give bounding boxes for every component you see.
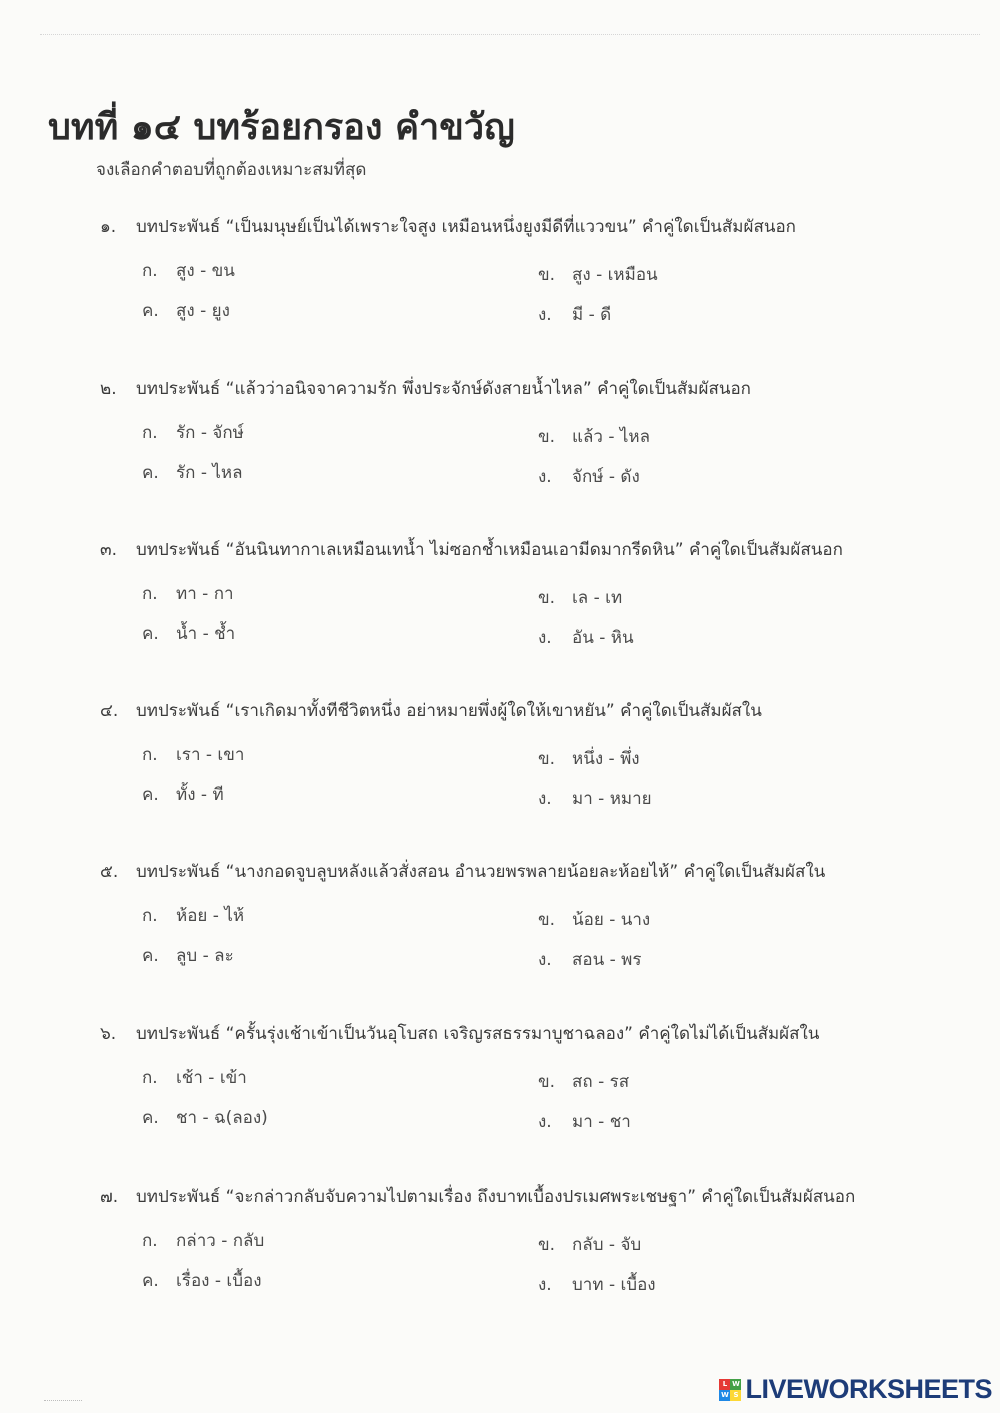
option-label: ก. bbox=[142, 261, 158, 281]
question-2 bbox=[0, 375, 1000, 515]
option-a[interactable] bbox=[142, 1227, 264, 1254]
option-text: แล้ว - ไหล bbox=[572, 427, 651, 447]
option-text: มา - ชา bbox=[572, 1112, 631, 1132]
option-label: ข. bbox=[538, 1235, 556, 1255]
badge-cell: S bbox=[730, 1390, 741, 1401]
question-1 bbox=[0, 213, 1000, 353]
question-text: บทประพันธ์ “จะกล่าวกลับจับความไปตามเรื่อง ถึงบาทเบื้องปรเมศพระเชษฐา” คำคู่ใดเป็นสัมผัสนอก bbox=[136, 1187, 856, 1207]
option-label: ค. bbox=[142, 785, 159, 805]
option-label: ข. bbox=[538, 265, 556, 285]
scan-corner-mark bbox=[44, 1400, 82, 1407]
option-label: ง. bbox=[538, 789, 552, 809]
option-label: ข. bbox=[538, 427, 556, 447]
option-text: จักษ์ - ดัง bbox=[572, 467, 640, 487]
badge-cell: W bbox=[721, 1390, 729, 1399]
option-text: รัก - ไหล bbox=[176, 463, 243, 483]
option-text: เรื่อง - เบื้อง bbox=[176, 1271, 262, 1291]
option-label: ง. bbox=[538, 1275, 552, 1295]
option-label: ข. bbox=[538, 910, 556, 930]
option-text: ห้อย - ไห้ bbox=[176, 906, 245, 926]
option-label: ค. bbox=[142, 1108, 159, 1128]
option-a[interactable] bbox=[142, 902, 244, 929]
option-c[interactable] bbox=[142, 781, 224, 808]
liveworksheets-wordmark: LIVEWORKSHEETS bbox=[745, 1374, 992, 1404]
option-d[interactable] bbox=[538, 463, 640, 490]
option-c[interactable] bbox=[142, 297, 230, 324]
option-label: ข. bbox=[538, 1072, 556, 1092]
option-b[interactable] bbox=[538, 261, 658, 288]
option-text: ชา - ฉ(ลอง) bbox=[176, 1108, 268, 1128]
option-label: ก. bbox=[142, 584, 158, 604]
option-label: ก. bbox=[142, 423, 158, 443]
badge-cell: L bbox=[719, 1379, 730, 1390]
option-text: มี - ดี bbox=[572, 305, 612, 325]
option-b[interactable] bbox=[538, 1231, 641, 1258]
option-b[interactable] bbox=[538, 745, 640, 772]
option-c[interactable] bbox=[142, 620, 235, 647]
option-a[interactable] bbox=[142, 580, 234, 607]
question-number: ๖. bbox=[100, 1024, 117, 1044]
option-d[interactable] bbox=[538, 785, 652, 812]
option-d[interactable] bbox=[538, 624, 634, 651]
question-5 bbox=[0, 858, 1000, 998]
option-text: น้อย - นาง bbox=[572, 910, 651, 930]
option-d[interactable] bbox=[538, 946, 642, 973]
question-number: ๔. bbox=[100, 701, 119, 721]
option-b[interactable] bbox=[538, 584, 622, 611]
page-title: บทที่ ๑๔ บทร้อยกรอง คำขวัญ bbox=[48, 107, 515, 148]
question-text: บทประพันธ์ “ครั้นรุ่งเช้าเข้าเป็นวันอุโบสถ เจริญรสธรรมาบูชาฉลอง” คำคู่ใดไม่ได้เป็นสัมผัสใน bbox=[136, 1024, 820, 1044]
option-text: ทั้ง - ที bbox=[176, 785, 224, 805]
option-d[interactable] bbox=[538, 301, 611, 328]
question-number: ๗. bbox=[100, 1187, 119, 1207]
option-b[interactable] bbox=[538, 1068, 629, 1095]
option-text: อัน - หิน bbox=[572, 628, 634, 648]
option-label: ข. bbox=[538, 588, 556, 608]
scan-edge-line bbox=[40, 34, 980, 41]
option-label: ข. bbox=[538, 749, 556, 769]
option-b[interactable] bbox=[538, 423, 650, 450]
option-text: บาท - เบื้อง bbox=[572, 1275, 656, 1295]
option-b[interactable] bbox=[538, 906, 650, 933]
option-label: ค. bbox=[142, 1271, 159, 1291]
question-number: ๒. bbox=[100, 379, 117, 399]
option-label: ง. bbox=[538, 628, 552, 648]
option-a[interactable] bbox=[142, 741, 244, 768]
option-label: ค. bbox=[142, 463, 159, 483]
option-text: เรา - เขา bbox=[176, 745, 245, 765]
question-number: ๓. bbox=[100, 540, 118, 560]
option-c[interactable] bbox=[142, 942, 234, 969]
question-text: บทประพันธ์ “อันนินทากาเลเหมือนเทน้ำ ไม่ซอกช้ำเหมือนเอามีดมากรีดหิน” คำคู่ใดเป็นสัมผัสนอก bbox=[136, 540, 843, 560]
option-label: ค. bbox=[142, 301, 159, 321]
question-number: ๕. bbox=[100, 862, 119, 882]
option-label: ก. bbox=[142, 1068, 158, 1088]
option-c[interactable] bbox=[142, 459, 243, 486]
option-label: ง. bbox=[538, 305, 552, 325]
question-number: ๑. bbox=[100, 217, 117, 237]
option-a[interactable] bbox=[142, 419, 244, 446]
option-text: สูง - เหมือน bbox=[572, 265, 658, 285]
option-label: ค. bbox=[142, 946, 159, 966]
option-d[interactable] bbox=[538, 1271, 656, 1298]
option-text: สูง - ยูง bbox=[176, 301, 230, 321]
option-text: สอน - พร bbox=[572, 950, 642, 970]
option-text: สถ - รส bbox=[572, 1072, 630, 1092]
option-label: ง. bbox=[538, 1112, 552, 1132]
question-7 bbox=[0, 1183, 1000, 1323]
option-d[interactable] bbox=[538, 1108, 631, 1135]
option-label: ก. bbox=[142, 745, 158, 765]
option-text: กลับ - จับ bbox=[572, 1235, 642, 1255]
question-text: บทประพันธ์ “แล้วว่าอนิจจาความรัก พึ่งประจักษ์ดังสายน้ำไหล” คำคู่ใดเป็นสัมผัสนอก bbox=[136, 379, 751, 399]
option-a[interactable] bbox=[142, 1064, 247, 1091]
option-text: รัก - จักษ์ bbox=[176, 423, 244, 443]
liveworksheets-badge-icon bbox=[719, 1379, 741, 1401]
question-4 bbox=[0, 697, 1000, 837]
option-a[interactable] bbox=[142, 257, 235, 284]
question-text: บทประพันธ์ “เป็นมนุษย์เป็นได้เพราะใจสูง เหมือนหนึ่งยูงมีดีที่แววขน” คำคู่ใดเป็นสัมผัสนอก bbox=[136, 217, 796, 237]
option-c[interactable] bbox=[142, 1267, 262, 1294]
option-text: หนึ่ง - พึ่ง bbox=[572, 749, 640, 769]
liveworksheets-logo bbox=[719, 1374, 992, 1405]
option-text: น้ำ - ช้ำ bbox=[176, 624, 236, 644]
question-6 bbox=[0, 1020, 1000, 1160]
option-label: ก. bbox=[142, 906, 158, 926]
question-text: บทประพันธ์ “นางกอดจูบลูบหลังแล้วสั่งสอน อำนวยพรพลายน้อยละห้อยไห้” คำคู่ใดเป็นสัมผัสใน bbox=[136, 862, 826, 882]
badge-cell: W bbox=[732, 1379, 740, 1388]
option-c[interactable] bbox=[142, 1104, 268, 1131]
instruction-text: จงเลือกคำตอบที่ถูกต้องเหมาะสมที่สุด bbox=[96, 160, 367, 180]
option-label: ง. bbox=[538, 950, 552, 970]
option-label: ก. bbox=[142, 1231, 158, 1251]
question-text: บทประพันธ์ “เราเกิดมาทั้งทีชีวิตหนึ่ง อย่าหมายพึ่งผู้ใดให้เขาหยัน” คำคู่ใดเป็นสัมผัสใน bbox=[136, 701, 762, 721]
option-label: ค. bbox=[142, 624, 159, 644]
option-label: ง. bbox=[538, 467, 552, 487]
option-text: สูง - ขน bbox=[176, 261, 235, 281]
option-text: เช้า - เข้า bbox=[176, 1068, 247, 1088]
option-text: ทา - กา bbox=[176, 584, 234, 604]
question-3 bbox=[0, 536, 1000, 676]
option-text: ลูบ - ละ bbox=[176, 946, 234, 966]
option-text: มา - หมาย bbox=[572, 789, 652, 809]
option-text: เล - เท bbox=[572, 588, 623, 608]
option-text: กล่าว - กลับ bbox=[176, 1231, 265, 1251]
